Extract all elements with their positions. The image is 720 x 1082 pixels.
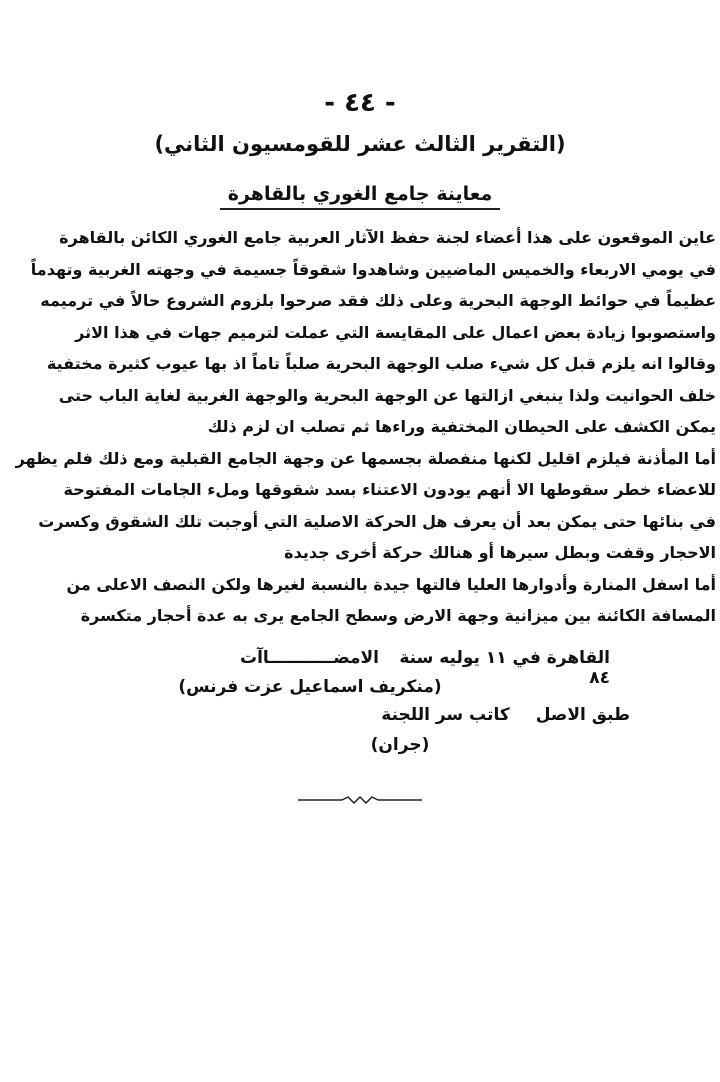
body-line: في يومي الاربعاء والخميس الماضيين وشاهدوا شقوقاً جسيمة في وجهته الغربية وتهدماً xyxy=(30,259,716,279)
body-line: في بنائها حتى يمكن بعد أن يعرف هل الحركة الاصلية التي أوجبت تلك الشقوق وكسرت xyxy=(38,511,716,531)
report-title: (التقرير الثالث عشر للقومسيون الثاني) xyxy=(154,132,566,156)
body-line: خلف الحوانيت ولذا ينبغي ازالتها عن الوجهة البحرية والوجهة الغربية لغاية الباب حتى xyxy=(58,385,716,405)
body-line: وقالوا انه يلزم قبل كل شيء صلب الوجهة البحرية صلباً تاماً اذ بها عيوب كثيرة مختفية xyxy=(46,354,716,373)
body-line: أما اسفل المنارة وأدوارها العليا فالتها جيدة بالنسبة لغيرها ولكن النصف الاعلى من xyxy=(66,574,716,594)
clerk-name: (جران) xyxy=(370,735,430,755)
body-line: المسافة الكائنة بين ميزانية وجهة الارض وسطح الجامع يرى به عدة أحجار متكسرة xyxy=(80,606,716,625)
page-number: - ٤٤ - xyxy=(324,88,396,118)
body-line: أما المأذنة فيلزم اقليل لكنها منفصلة بجسمها عن وجهة الجامع القبلية ومع ذلك فلم يظهر xyxy=(15,448,716,468)
clerk-title: كاتب سر اللجنة xyxy=(381,705,510,725)
subject-heading: معاينة جامع الغوري بالقاهرة xyxy=(220,183,501,210)
certification-line xyxy=(310,705,630,725)
body-line: للاعضاء خطر سقوطها الا أنهم يودون الاعتناء بسد شقوقها وملء الجامات المفتوحة xyxy=(63,480,716,499)
certified-copy-label: طبق الاصل xyxy=(535,705,630,725)
signatures-label: الامضـــــــــــاآت xyxy=(240,648,379,668)
place-date: القاهرة في ١١ يوليه سنة ٨٤ xyxy=(399,648,610,688)
body-line: عظيماً في حوائط الوجهة البحرية وعلى ذلك فقد صرحوا بلزوم الشروع حالاً في ترميمه xyxy=(40,291,716,310)
body-line: عاين الموقعون على هذا أعضاء لجنة حفظ الآثار العربية جامع الغوري الكائن بالقاهرة xyxy=(59,228,716,247)
body-line: الاحجار وقفت وبطل سيرها أو هنالك حركة أخرى جديدة xyxy=(284,543,716,562)
report-body xyxy=(15,222,716,632)
signer-name: (منكريف اسماعيل عزت فرنس) xyxy=(178,677,442,697)
subject-heading-wrap xyxy=(0,183,720,210)
end-ornament-rule xyxy=(298,796,422,804)
body-line: يمكن الكشف على الحيطان المختفية وراءها ثم تصلب ان لزم ذلك xyxy=(207,417,716,436)
body-line: واستصوبوا زيادة بعض اعمال على المقايسة التي عملت لترميم جهات في هذا الاثر xyxy=(75,322,716,342)
